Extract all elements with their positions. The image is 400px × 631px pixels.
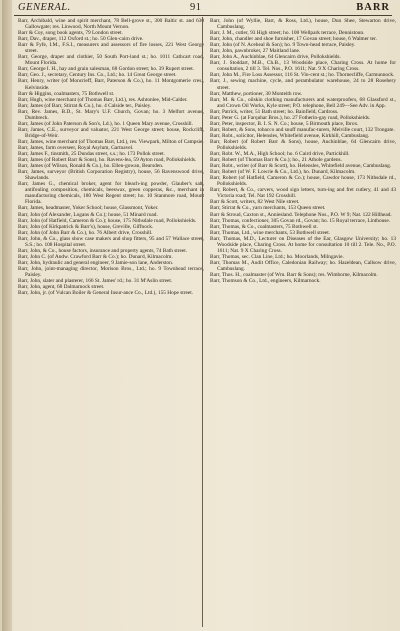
header-running-name: BARR — [356, 2, 390, 13]
header-rule — [14, 15, 392, 16]
directory-entry: Barr, George, draper and clothier, 50 South Port-land st.; ho. 1011 Cathcart road, Mount Florida. — [18, 54, 204, 67]
directory-entry: Barr, John (of Kirkpatrick & Barr's), house, Greville, Giffnock. — [18, 223, 154, 230]
directory-entry: Barr, John M., Fire Loss Assessor, 116 St. Vin-cent st.; ho. Thornecliffe, Carmunnock. — [210, 72, 395, 79]
directory-entry: Barr, John, hydraulic and general engineer, 9 Jamie-son lane, Anderston. — [18, 259, 174, 266]
column-divider — [202, 17, 203, 627]
directory-entry: Barr, Stirrat & Co., yarn merchants, 153 Queen street. — [210, 205, 326, 212]
directory-entry: Barr, James, C.E., surveyor and valuator, 221 West George street; house, Rockcliff, Bridge-of-Weir. — [18, 126, 204, 139]
directory-entry: Barr, Dav., draper, 112 Oxford st.; ho. 50 Glen-cairn drive. — [18, 36, 144, 43]
directory-entry: Barr, Robert (of Thomas Barr & Co.); ho., 21 Athole gardens. — [210, 157, 342, 164]
directory-entry: Barr, James, headmaster, Yoker School; house, Glassmont, Yoker. — [18, 205, 159, 212]
directory-entry: Barr, John (of John Barr & Co.), ho. 76 Albert drive, Crosshill. — [18, 229, 153, 236]
page-binding-shadow — [2, 0, 12, 631]
directory-entry: Barr, M. & Co., oilskin clothing manufacturers and waterproofers, 68 Glassford st., and Crown Oil Works, Kyle street; P.O. telephone, Bell 249—See Adv. in App. — [210, 96, 396, 109]
directory-entry: Barr, James, surveyor (British Corporation Registry), house, 56 Ravenswood drive, Shawlands. — [18, 169, 204, 182]
directory-entry: Barr, Robert, & Co., carvers, wood sign letters, turn-ing and fret cutlery, 41 and 43 Victoria road; Tel. Nat 192 Crosshill. — [210, 187, 396, 200]
directory-entry: Barr, Peter G. (at Farquhar Bros.), ho. 27 Fotherin-gay road, Pollokshields. — [210, 114, 371, 121]
directory-entry: Barr & Stroud, Caxton st., Anniesland. Telephone Nos., P.O. W 9; Nat. 122 Hillhead. — [210, 211, 392, 218]
directory-entry: Barr, Robt., solicitor, Helensles, Whitefield avenue, Kirkhill, Cambuslang. — [210, 132, 370, 139]
directory-entry: Barr, J. M., cutler, 93 High street; ho. 108 Wellpark terrace, Dennistoun. — [210, 30, 365, 37]
directory-entry: Barr, Robert, & Sons, tobacco and snuff manufac-turers, Melville court, 132 Trongate. — [210, 126, 395, 133]
page-header — [0, 2, 400, 15]
directory-entry: Barr, Thomas, Ltd., wine merchants, 53 Bothwell street. — [210, 229, 331, 236]
directory-entry: Barr, James (of John Paterson & Son's, Ld.), ho. 1 Queen Mary avenue, Crosshill. — [18, 120, 193, 127]
directory-entry: Barr, Robert (of Hatfield, Cameron & Co.); house, Cawdor house, 173 Nithsdale rd., Pollokshields. — [210, 175, 396, 188]
directory-entry: Barr, Geo. J., secretary, Century Ins. Co., Ltd.; ho. 14 Great George street. — [18, 72, 177, 79]
directory-entry: Barr, George I. H., hay and grain salesman, 68 Gordon street; ho. 39 Rupert street. — [18, 66, 195, 73]
directory-entry: Barr, John, & Co., house factors, insurance and property agents, 74 Bath street. — [18, 247, 188, 254]
directory-entry: Barr, John, pawnbroker, 27 Maitland lane. — [210, 48, 301, 55]
directory-entry: Barr, John, slater and plasterer, 166 St. James' rd.; ho. 31 M'Aslin street. — [18, 278, 173, 285]
directory-entry: Barr & Scott, writers, 82 West Nile street. — [210, 199, 300, 206]
directory-entry: Barr, Archibald, wine and spirit merchant, 78 Bell-grove st., 300 Baltic st. and 630 Gallowgate; res. Linwood, North Mount Vernon. — [18, 18, 204, 31]
directory-entry: Barr & Higgins, coalmasters, 75 Bothwell st. — [18, 90, 115, 97]
directory-entry: Barr, James (of Wilson, Ronald & Co.), ho. Ellen-gowan, Bearsden. — [18, 163, 164, 170]
directory-entry: Barr, Thomson & Co., Ltd., engineers, Kilmarnock. — [210, 278, 321, 285]
directory-entry: Barr, John C. (of Andw. Crawford Barr & Co.); ho. Dunard, Kilmacolm. — [18, 253, 173, 260]
page-number: 91 — [190, 2, 202, 13]
directory-entry: Barr, John A., Auchinblae, 64 Glencairn drive, Pollokshields. — [210, 54, 341, 61]
directory-entry: Barr, John, jr. (of Vulcan Boiler & General Insur-ance Co., Ltd.), 155 Hope street. — [18, 290, 194, 297]
directory-entry: Barr, John, joint-managing director, Morison Bros., Ltd.; ho. 9 Townhead terrace, Paisley. — [18, 265, 204, 278]
header-section-title: GENERAL. — [18, 2, 71, 13]
directory-entry: Barr, Robt., writer (of Barr & Scott), ho. Helensles, Whitefield avenue, Cambuslang. — [210, 163, 392, 170]
directory-entry: Barr, Thos. H., coalmaster (of Wm. Barr & Sons); res. Wimborne, Kilmacolm. — [210, 271, 378, 278]
directory-entry: Barr, Peter, inspector, B. I. S. N. Co.; house, 5 Birmouth place, Ibrox. — [210, 120, 359, 127]
right-column — [210, 18, 396, 284]
directory-entry: Barr, James, wine merchant (of Thomas Barr, Ltd.), res. Viewpark, Milton of Campsie. — [18, 138, 204, 145]
left-column — [18, 18, 204, 296]
directory-entry: Barr, Henry, writer (of Moncrieff, Barr, Paterson & Co.), ho. 11 Montgomerie cres., Kelvinside. — [18, 78, 204, 91]
directory-entry: Barr, John, agent, 68 Dalmarnock street. — [18, 284, 105, 291]
directory-entry: Barr, Patrick, writer, 51 Bath street; ho. Bainfield, Cardross. — [210, 108, 339, 115]
directory-entry: Barr, James, farm overseer, Royal Asylum, Gartnavel. — [18, 144, 134, 151]
directory-entry: Barr, Thomas, confectioner, 305 Govan rd., Govan; ho. 15 Royal terrace, Linthouse. — [210, 217, 391, 224]
directory-entry: Barr, James (of Robert Barr & Sons), ho. Ravens-lea, 59 Ayton road, Pollokshields. — [18, 157, 197, 164]
directory-entry: Barr, Thomas, & Co., coalmasters, 75 Bothwell st. — [210, 223, 318, 230]
directory-entry: Barr, John (of Wyllie, Barr, & Ross, Ltd.), house, Dun Shee, Stewarton drive, Cambuslang. — [210, 18, 396, 31]
directory-entry: Barr, Rev. James, B.D., St. Mary's U.F. Church, Govan; ho. 3 Melfort avenue, Dumbreck. — [18, 108, 204, 121]
directory-entry: Barr, Robt. W., M.A., High School; ho. 6 Caird drive, Partickhill. — [210, 151, 350, 158]
directory-entry: Barr, J., sewing machine, cycle, and perambulator warehouse, 24 to 28 Rosebery street. — [210, 78, 396, 91]
directory-entry: Barr, Thomas, M.D., Lecturer on Diseases of the Ear, Glasgow University; ho. 13 Woodside place, Charing Cross. At home for consultation 10 till 2. Tele. No., P.O. 1611; Nat. 9 X Charing Cross. — [210, 235, 396, 254]
directory-entry: Barr, John, & Co., glass show case makers and shop fitters, 95 and 57 Wallace street, S.S.; ho. 108 Hospital street. — [18, 235, 204, 248]
directory-entry: Barr & Coy, song book agents, 79 London street. — [18, 30, 123, 37]
directory-entry: Barr, John (of Alexander, Logans & Co.); house, 51 Minard road. — [18, 211, 158, 218]
directory-entry: Barr, Robert (of Robert Barr & Sons), house, Auchinblae, 64 Glencairn drive, Pollokshields. — [210, 138, 396, 151]
directory-entry: Barr, Hugh, wine merchant (of Thomas Barr, Ltd.), res. Ashtonlee, Mid-Calder. — [18, 96, 188, 103]
directory-entry: Barr, James F., tinsmith, 25 Dundas street, s.s.; ho. 173 Pollok street. — [18, 151, 165, 158]
directory-entry: Barr, James (of Barr, Stirrat & Co.), ho. 4 Calside ter., Paisley. — [18, 102, 152, 109]
directory-entry: Barr, James G., chemical broker, agent for bleach-ing powder, Glauber's salt, antifouling composition, chemicals, beeswax, green copperas, &c., merchant in manufacturing chemicals, 180 West Regent street; ho. 10 Stanmore road, Mount Florida. — [18, 181, 204, 206]
directory-entry: Barr, Robert (of W. F. Lowrie & Co., Ltd.), ho. Dunard, Kilmacolm. — [210, 169, 356, 176]
directory-entry: Barr, John (of Hatfield, Cameron & Co.); house, 175 Nithsdale road, Pollokshields. — [18, 217, 197, 224]
directory-entry: Barr, Thomas M., Audit Office, Caledonian Railway; ho. Hazeldean, Callsow drive, Cambuslang. — [210, 259, 396, 272]
directory-entry: Barr, J. Stoddart, M.B., Ch.B., 13 Woodside place, Charing Cross. At home for consultation, 2 till 3. Tel. Nos., P.O. 1611; Nat. 9 X Charing Cross. — [210, 60, 396, 73]
directory-entry: Barr & Fyfe, I.M., F.S.I., measurers and assessors of fire losses, 221 West George street. — [18, 42, 204, 55]
directory-entry: Barr, John, chandler and shoe furnisher, 17 Govan street; house, 6 Walmer ter. — [210, 36, 377, 43]
directory-entry: Barr, Thomas, sec. Clan Line, Ltd.; ho. Moorlands, Milngavie. — [210, 253, 344, 260]
directory-entry: Barr, Matthew, portioner, 30 Monteith row. — [210, 90, 303, 97]
directory-entry: Barr, John (of N. Aceheal & Son); ho. 9 Town-head terrace, Paisley. — [210, 42, 356, 49]
